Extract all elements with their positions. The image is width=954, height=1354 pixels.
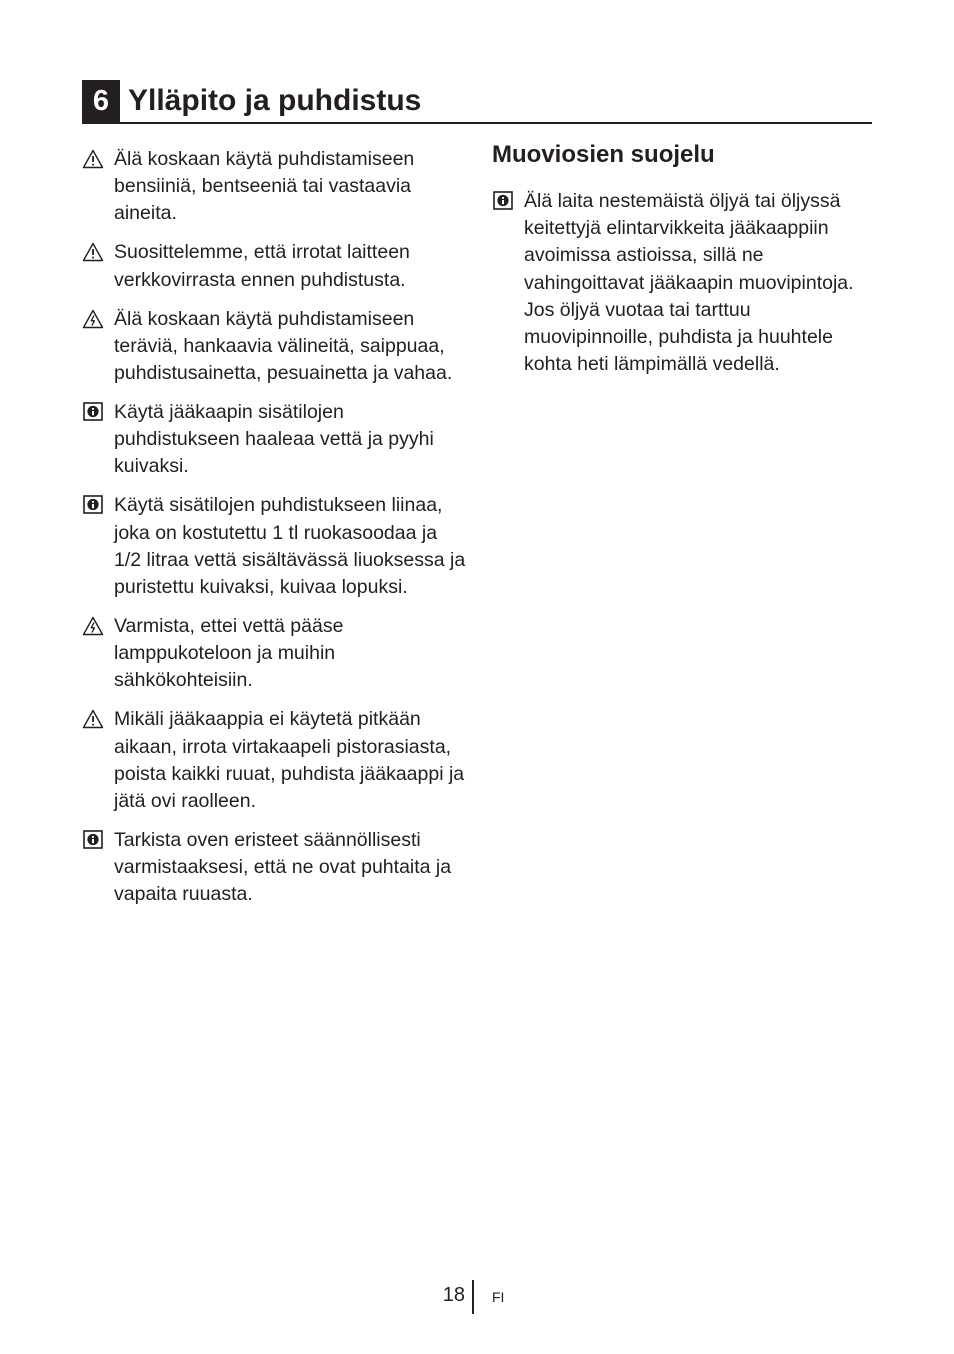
chapter-number-badge: 6: [82, 80, 120, 122]
right-column: [492, 140, 876, 390]
instruction-text: Mikäli jääkaappia ei käytetä pitkään aikaan, irrota virtakaapeli pistorasiasta, poista kaikki ruuat, puhdista jääkaappi ja jätä ovi raolleen.: [114, 708, 465, 813]
instruction-item: [82, 706, 466, 815]
electric-warning-icon: [82, 309, 104, 329]
instruction-text: Älä laita nestemäistä öljyä tai öljyssä keitettyjä elintarvikkeita jääkaappiin avoimissa astioissa, sillä ne vahingoittavat jääkaapin muovipintoja. Jos öljyä vuotaa tai tarttuu muovipinnoille, puhdista ja huuhtele kohta heti lämpimällä vedellä.: [524, 190, 854, 376]
instruction-item: [82, 239, 466, 293]
instruction-text: Tarkista oven eristeet säännöllisesti varmistaaksesi, että ne ovat puhtaita ja vapaita ruuasta.: [114, 829, 452, 906]
page-footer: [0, 1280, 954, 1316]
instruction-text: Käytä jääkaapin sisätilojen puhdistukseen haaleaa vettä ja pyyhi kuivaksi.: [114, 401, 434, 478]
page-number: 18: [442, 1284, 465, 1306]
info-icon: [82, 495, 104, 515]
instruction-text: Varmista, ettei vettä pääse lamppukoteloon ja muihin sähkökohteisiin.: [114, 615, 344, 692]
instruction-item: [82, 827, 466, 909]
instruction-text: Suosittelemme, että irrotat laitteen verkkovirrasta ennen puhdistusta.: [114, 241, 410, 291]
warning-icon: [82, 709, 104, 729]
instruction-item: [82, 492, 466, 601]
electric-warning-icon: [82, 616, 104, 636]
instruction-item: [82, 399, 466, 481]
warning-icon: [82, 149, 104, 169]
footer-divider: [472, 1280, 474, 1314]
info-icon: [492, 191, 514, 211]
instruction-item: [82, 613, 466, 695]
warning-icon: [82, 242, 104, 262]
instruction-item: [82, 306, 466, 388]
instruction-text: Älä koskaan käytä puhdistamiseen teräviä, hankaavia välineitä, saippuaa, puhdistusainetta, pesuainetta ja vahaa.: [114, 307, 453, 385]
instruction-text: Älä koskaan käytä puhdistamiseen bensiiniä, bentseeniä tai vastaavia aineita.: [114, 148, 415, 225]
section-heading: Muoviosien suojelu: [492, 141, 715, 168]
language-code: FI: [492, 1289, 505, 1305]
chapter-title: Ylläpito ja puhdistus: [128, 84, 422, 117]
instruction-item: [492, 188, 876, 378]
chapter-header: [82, 80, 872, 124]
info-icon: [82, 830, 104, 850]
instruction-item: [82, 146, 466, 228]
instruction-text: Käytä sisätilojen puhdistukseen liinaa, joka on kostutettu 1 tl ruokasoodaa ja 1/2 litraa vettä sisältävässä liuoksessa ja puristettu kuivaksi, kuivaa lopuksi.: [114, 494, 466, 599]
info-icon: [82, 402, 104, 422]
left-column: [82, 146, 466, 920]
